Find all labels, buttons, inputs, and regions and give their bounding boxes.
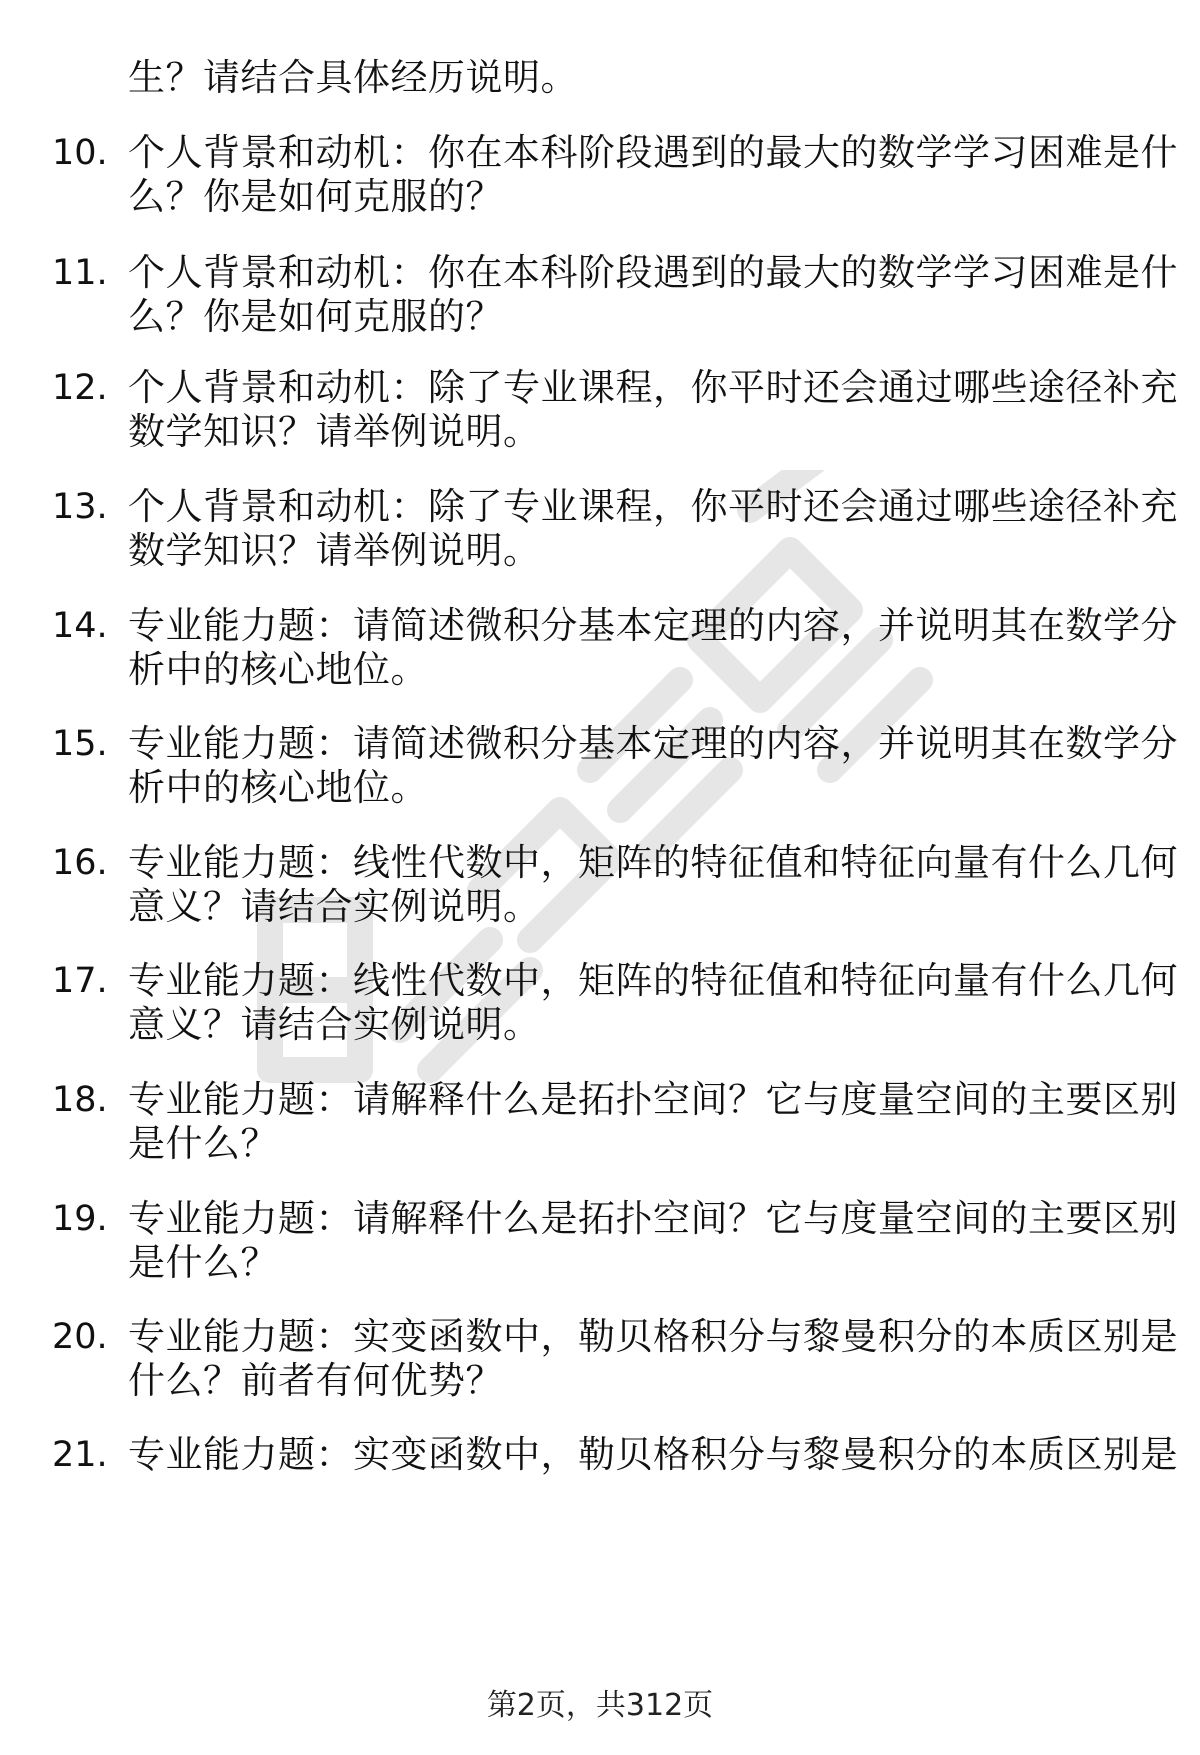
item-text-line: 是什么？ <box>128 1122 278 1165</box>
item-number: 13. <box>52 487 108 527</box>
item-number: 11. <box>52 253 108 293</box>
item-number: 17. <box>52 961 108 1001</box>
item-text-line: 析中的核心地位。 <box>128 766 428 809</box>
continued-text: 生？请结合具体经历说明。 <box>128 56 578 99</box>
item-number: 12. <box>52 368 108 408</box>
item-text-line: 数学知识？请举例说明。 <box>128 410 541 453</box>
item-number: 21. <box>52 1435 108 1475</box>
item-number: 15. <box>52 724 108 764</box>
item-number: 14. <box>52 606 108 646</box>
item-text-line: 专业能力题：请简述微积分基本定理的内容，并说明其在数学分 <box>128 722 1178 765</box>
item-text-line: 意义？请结合实例说明。 <box>128 885 541 928</box>
item-text-line: 析中的核心地位。 <box>128 648 428 691</box>
item-text-line: 意义？请结合实例说明。 <box>128 1003 541 1046</box>
item-text-line: 专业能力题：线性代数中，矩阵的特征值和特征向量有什么几何 <box>128 841 1178 884</box>
item-number: 20. <box>52 1317 108 1357</box>
item-text-line: 是什么？ <box>128 1241 278 1284</box>
item-text-line: 个人背景和动机：你在本科阶段遇到的最大的数学学习困难是什 <box>128 131 1178 174</box>
item-text-line: 个人背景和动机：你在本科阶段遇到的最大的数学学习困难是什 <box>128 251 1178 294</box>
item-text-line: 个人背景和动机：除了专业课程，你平时还会通过哪些途径补充 <box>128 366 1178 409</box>
item-text-line: 个人背景和动机：除了专业课程，你平时还会通过哪些途径补充 <box>128 485 1178 528</box>
item-text-line: 专业能力题：请解释什么是拓扑空间？它与度量空间的主要区别 <box>128 1078 1178 1121</box>
item-text-line: 专业能力题：线性代数中，矩阵的特征值和特征向量有什么几何 <box>128 959 1178 1002</box>
item-text-line: 专业能力题：请解释什么是拓扑空间？它与度量空间的主要区别 <box>128 1197 1178 1240</box>
page-footer: 第2页，共312页 <box>486 1688 714 1723</box>
item-number: 16. <box>52 843 108 883</box>
item-text-line: 么？你是如何克服的？ <box>128 175 503 218</box>
item-text-line: 专业能力题：实变函数中，勒贝格积分与黎曼积分的本质区别是 <box>128 1433 1178 1476</box>
item-number: 19. <box>52 1199 108 1239</box>
item-number: 18. <box>52 1080 108 1120</box>
item-text-line: 专业能力题：请简述微积分基本定理的内容，并说明其在数学分 <box>128 604 1178 647</box>
item-number: 10. <box>52 133 108 173</box>
item-text-line: 么？你是如何克服的？ <box>128 295 503 338</box>
item-text-line: 什么？前者有何优势？ <box>128 1359 503 1402</box>
item-text-line: 专业能力题：实变函数中，勒贝格积分与黎曼积分的本质区别是 <box>128 1315 1178 1358</box>
item-text-line: 数学知识？请举例说明。 <box>128 529 541 572</box>
